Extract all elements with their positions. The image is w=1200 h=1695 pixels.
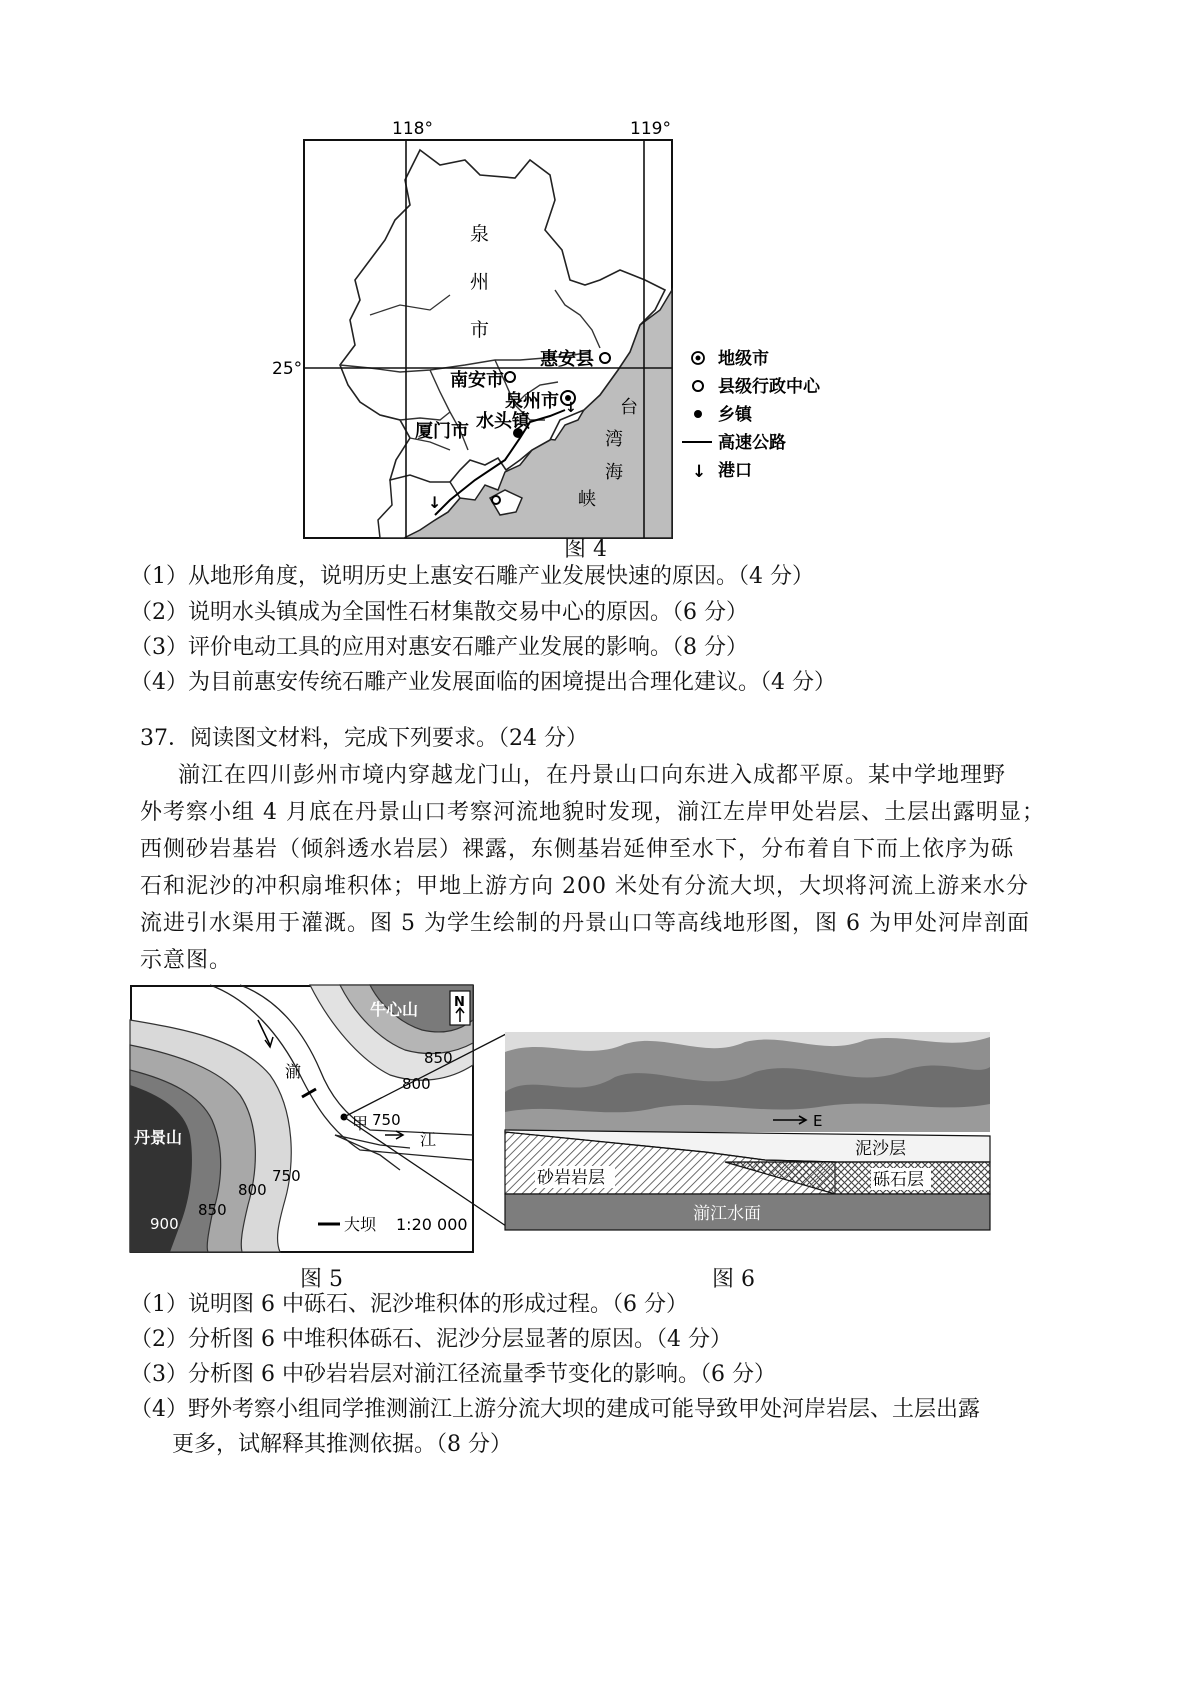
contour-750-right: 750 <box>372 1111 401 1129</box>
contour-750-left: 750 <box>272 1167 301 1185</box>
contour-800-left: 800 <box>238 1181 267 1199</box>
figure6-profile <box>505 1032 990 1232</box>
lat-25-label: 25° <box>272 359 303 379</box>
nanan-marker <box>505 372 515 382</box>
svg-text:↓: ↓ <box>428 493 442 512</box>
map-legend <box>682 348 821 482</box>
q37-line-5: 流进引水渠用于灌溉。图 5 为学生绘制的丹景山口等高线地形图，图 6 为甲处河岸剖面 <box>140 911 1030 936</box>
q37-item-4-line-2: 更多，试解释其推测依据。（8 分） <box>172 1432 512 1457</box>
contour-850-right: 850 <box>424 1049 453 1067</box>
lon-119-label: 119° <box>630 119 671 139</box>
legend-prefecture: 地级市 <box>718 349 769 369</box>
contour-900-left: 900 <box>150 1215 179 1233</box>
q37-item-2: （2）分析图 6 中堆积体砾石、泥沙分层显著的原因。（4 分） <box>130 1327 732 1352</box>
svg-text:↓: ↓ <box>692 462 707 482</box>
q36-item-2: （2）说明水头镇成为全国性石材集散交易中心的原因。（6 分） <box>130 600 748 625</box>
scale-label: 1:20 000 <box>396 1215 468 1234</box>
q37-title: 37．阅读图文材料，完成下列要求。（24 分） <box>140 726 588 751</box>
q36-item-3: （3）评价电动工具的应用对惠安石雕产业发展的影响。（8 分） <box>130 635 748 660</box>
nanan-label: 南安市 <box>450 370 504 391</box>
river-char-2: 江 <box>420 1130 437 1149</box>
legend-port: 港口 <box>718 461 752 481</box>
q37-line-6: 示意图。 <box>140 948 233 973</box>
xiamen-marker <box>492 496 500 504</box>
figure4-map <box>272 119 900 560</box>
q36-item-1: （1）从地形角度，说明历史上惠安石雕产业发展快速的原因。（4 分） <box>130 564 814 589</box>
sand-layer-label: 泥沙层 <box>855 1139 906 1159</box>
legend-township: 乡镇 <box>718 405 752 425</box>
contour-800-right: 800 <box>402 1075 431 1093</box>
river-char-1: 湔 <box>285 1062 302 1081</box>
q36-item-4: （4）为目前惠安传统石雕产业发展面临的困境提出合理化建议。（4 分） <box>130 670 836 695</box>
xiamen-label: 厦门市 <box>415 421 469 442</box>
niuxin-label: 牛心山 <box>370 1000 419 1019</box>
dam-legend-label: 大坝 <box>344 1215 377 1234</box>
point-jia-label: 甲 <box>352 1114 369 1133</box>
q37-line-1: 湔江在四川彭州市境内穿越龙门山，在丹景山口向东进入成都平原。某中学地理野 <box>178 763 1007 788</box>
region-char-2: 州 <box>470 271 490 293</box>
region-char-3: 市 <box>470 319 490 341</box>
huian-marker <box>600 353 610 363</box>
gravel-label: 砾石层 <box>873 1170 924 1190</box>
q37-item-1: （1）说明图 6 中砾石、泥沙堆积体的形成过程。（6 分） <box>130 1292 688 1317</box>
q37-line-3: 西侧砂岩基岩（倾斜透水岩层）裸露，东侧基岩延伸至水下，分布着自下而上依序为砾 <box>140 837 1015 862</box>
water-label: 湔江水面 <box>693 1204 761 1224</box>
strait-char-2: 湾 <box>605 429 623 450</box>
figure6-caption: 图 6 <box>712 1267 755 1292</box>
q37-line-4: 石和泥沙的冲积扇堆积体；甲地上游方向 200 米处有分流大坝，大坝将河流上游来水分 <box>140 874 1029 899</box>
q37-item-3: （3）分析图 6 中砂岩岩层对湔江径流量季节变化的影响。（6 分） <box>130 1362 776 1387</box>
huian-label: 惠安县 <box>540 349 594 370</box>
danjing-label: 丹景山 <box>134 1128 183 1147</box>
legend-highway: 高速公路 <box>718 433 786 453</box>
north-label: N <box>454 995 465 1010</box>
quanzhou-label: 泉州市 <box>505 391 559 412</box>
svg-text:↓: ↓ <box>565 400 577 416</box>
legend-county: 县级行政中心 <box>718 377 820 397</box>
contour-850-left: 850 <box>198 1201 227 1219</box>
direction-e-label: E <box>813 1112 823 1130</box>
region-char-1: 泉 <box>470 223 490 245</box>
lon-118-label: 118° <box>392 119 433 139</box>
strait-char-4: 峡 <box>578 489 596 510</box>
q37-line-2: 外考察小组 4 月底在丹景山口考察河流地貌时发现，湔江左岸甲处岩层、土层出露明显； <box>140 800 1045 825</box>
sandstone-label: 砂岩岩层 <box>537 1168 605 1188</box>
strait-char-3: 海 <box>605 462 623 483</box>
strait-char-1: 台 <box>620 397 638 418</box>
figure4-caption: 图 4 <box>564 537 607 562</box>
shuitou-label: 水头镇 <box>476 411 530 432</box>
q37-item-4-line-1: （4）野外考察小组同学推测湔江上游分流大坝的建成可能导致甲处河岸岩层、土层出露 <box>130 1397 980 1422</box>
figure5-caption: 图 5 <box>300 1267 343 1292</box>
